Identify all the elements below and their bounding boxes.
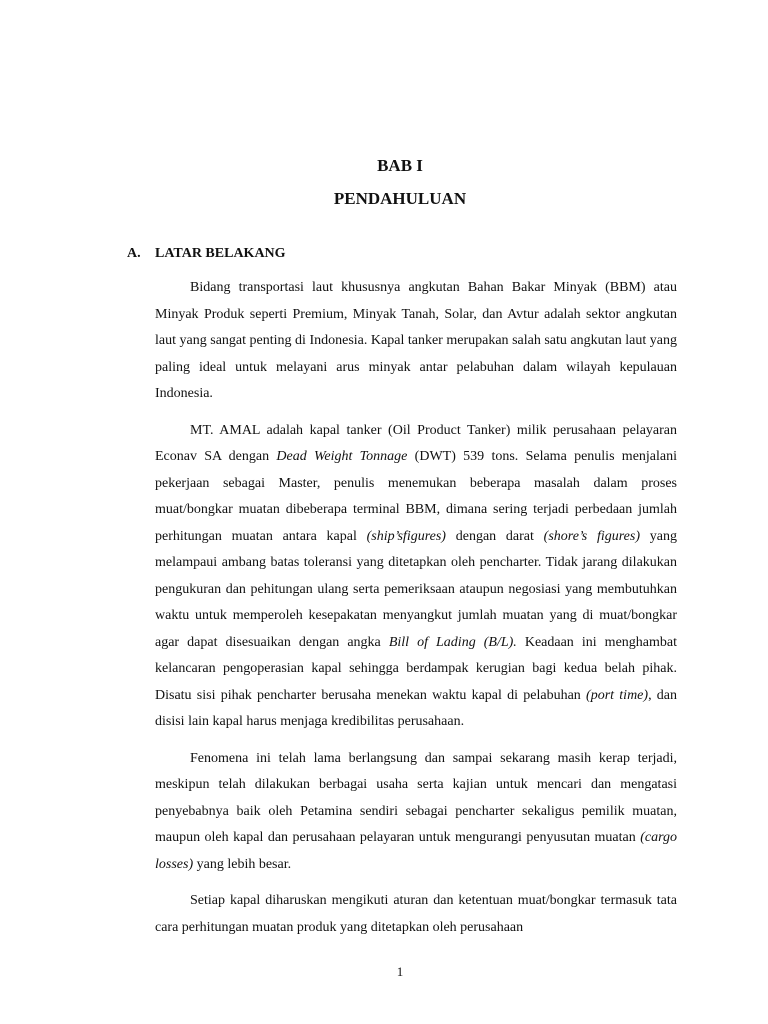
italic-term: (cargo losses) (155, 830, 677, 872)
paragraph (155, 418, 677, 736)
section-letter: A. (127, 246, 141, 261)
text-run: Fenomena ini telah lama berlangsung dan sampai sekarang masih kerap terjadi, meskipun telah dilakukan berbagai usaha serta kajian untuk mencari dan mengatasi penyebabnya baik oleh Petamina sendiri sebagai pencharter sekaligus pemilik muatan, maupun oleh kapal dan perusahaan pelayaran untuk mengurangi penyusutan muatan (155, 750, 677, 845)
page-number: 1 (396, 964, 404, 979)
italic-term: Dead Weight Tonnage (276, 449, 408, 464)
section-title: LATAR BELAKANG (155, 246, 286, 261)
chapter-number: BAB I (377, 156, 423, 175)
text-run: dengan darat (445, 528, 544, 544)
text-run: yang melampaui ambang batas toleransi yang ditetapkan oleh pencharter. Tidak jarang dilakukan pengukuran dan pehitungan ulang serta pemeriksaan ataupun negosiasi yang membutuhkan waktu untuk memperoleh kesepakatan menyangkut jumlah muatan yang di muat/bongkar agar dapat disesuaikan dengan angka (155, 528, 677, 650)
italic-term: Bill of Lading (B/L). (388, 634, 517, 650)
italic-term: (ship’sfigures) (366, 528, 446, 544)
italic-term: (port time) (586, 687, 649, 703)
text-run: Keadaan ini menghambat kelancaran pengoperasian kapal sehingga berdampak kerugian bagi kedua belah pihak. Disatu sisi pihak pencharter berusaha menekan waktu kapal di pelabuhan (155, 634, 677, 703)
section-heading (127, 246, 286, 262)
text-run: MT. AMAL adalah kapal tanker (Oil Product Tanker) milik perusahaan pelayaran Econav SA dengan (155, 422, 677, 464)
body-text (155, 275, 677, 951)
text-run: yang lebih besar. (193, 856, 292, 872)
paragraph (155, 746, 677, 879)
text-run: (DWT) 539 tons. Selama penulis menjalani pekerjaan sebagai Master, penulis menemukan beberapa masalah dalam proses muat/bongkar muatan dibeberapa terminal BBM, dimana sering terjadi perbedaan jumlah perhitungan muatan antara kapal (155, 449, 677, 544)
paragraph (155, 888, 677, 941)
text-run: , dan disisi lain kapal harus menjaga kredibilitas perusahaan. (155, 687, 678, 729)
italic-term: (shore’s figures) (543, 528, 641, 544)
text-run: Bidang transportasi laut khususnya angkutan Bahan Bakar Minyak (BBM) atau Minyak Produk seperti Premium, Minyak Tanah, Solar, dan Avtur adalah sektor angkutan laut yang sangat penting di Indonesia. Kapal tanker merupakan salah satu angkutan laut yang paling ideal untuk melayani arus minyak antar pelabuhan dalam wilayah kepulauan Indonesia. (155, 280, 677, 401)
chapter-title: PENDAHULUAN (333, 189, 467, 208)
paragraph (155, 275, 677, 408)
text-run: Setiap kapal diharuskan mengikuti aturan dan ketentuan muat/bongkar termasuk tata cara perhitungan muatan produk yang ditetapkan oleh perusahaan (155, 893, 677, 935)
